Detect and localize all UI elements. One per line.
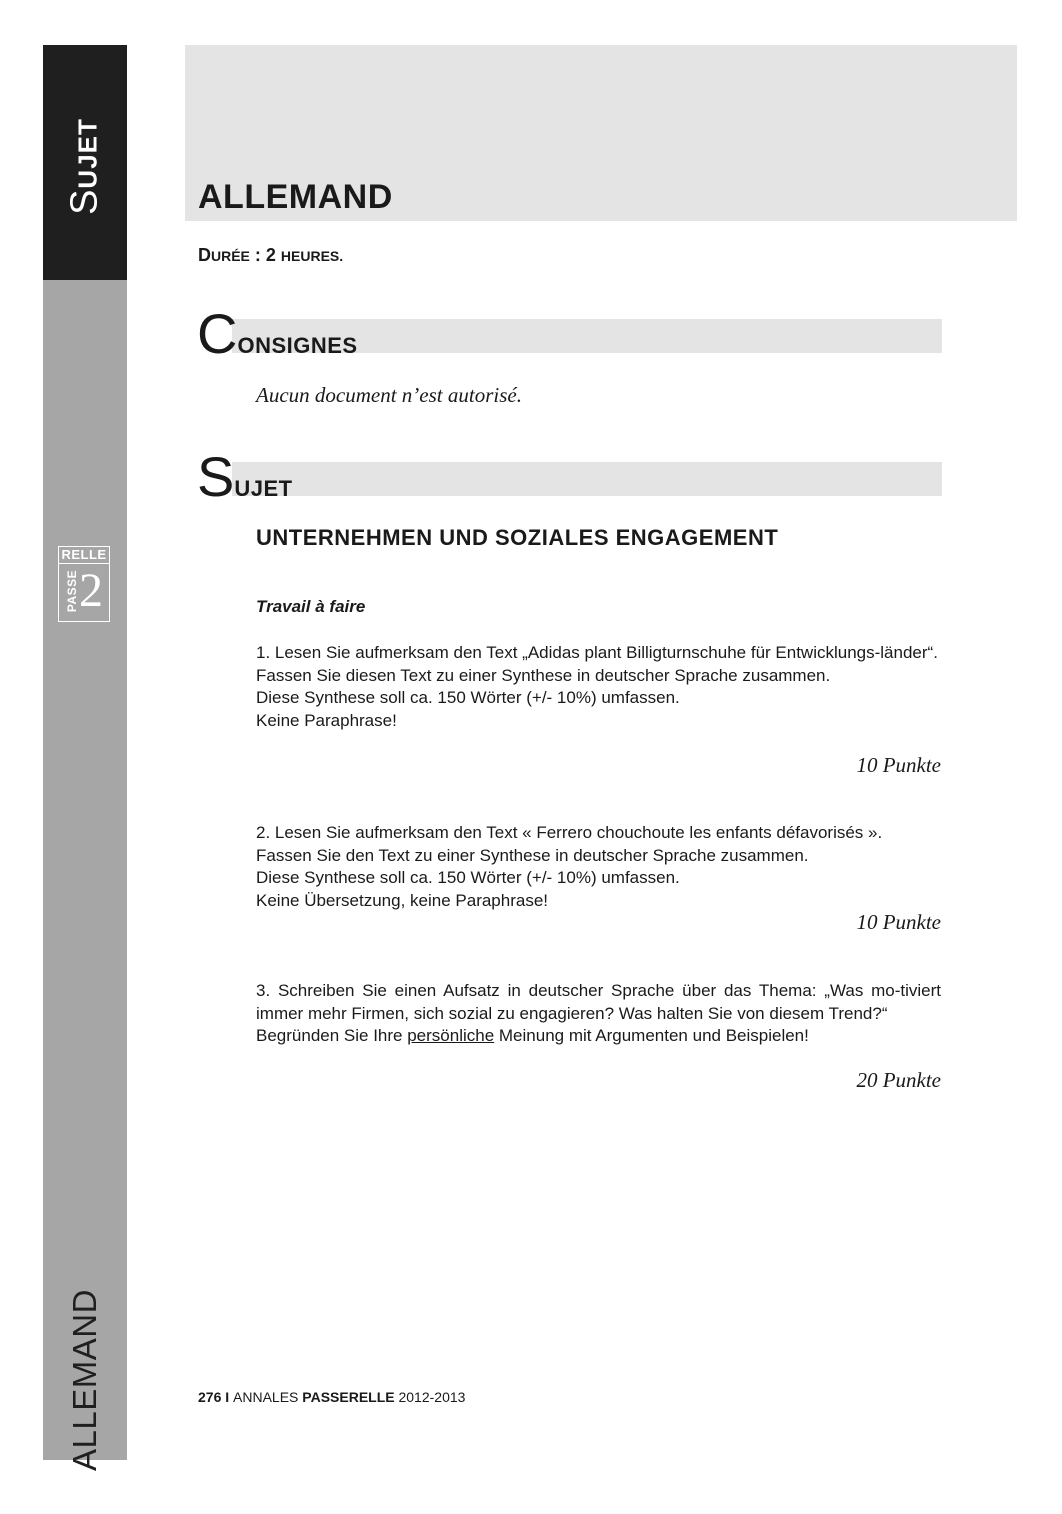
task-3 [256, 980, 941, 1048]
consigne-text: Aucun document n’est autorisé. [256, 383, 522, 407]
sujet-bar [232, 462, 942, 496]
task-1-line-2: Fassen Sie diesen Text zu einer Synthese in deutscher Sprache zusammen. [256, 665, 831, 685]
task-2-line-3: Diese Synthese soll ca. 150 Wörter (+/- 10%) umfassen. [256, 868, 680, 887]
travail-label: Travail à faire [256, 597, 366, 616]
sidebar [43, 45, 127, 1471]
task-2-points: 10 Punkte [856, 910, 941, 934]
task-3-line-1: 3. Schreiben Sie einen Aufsatz in deutscher Sprache über das Thema: „Was mo-tiviert immer mehr Firmen, sich sozial zu engagieren? Was halten Sie von diesem Trend?“ [256, 981, 941, 1023]
logo-side-text: PASSE [65, 569, 80, 613]
task-1-line-1: 1. Lesen Sie aufmerksam den Text „Adidas plant Billigturnschuhe für Entwicklungs-länder“. [256, 643, 938, 662]
task-2-line-2: Fassen Sie den Text zu einer Synthese in deutscher Sprache zusammen. [256, 845, 809, 865]
task-1-line-3: Diese Synthese soll ca. 150 Wörter (+/- 10%) umfassen. [256, 688, 680, 707]
underlined-word: persönliche [407, 1026, 495, 1045]
task-3-points: 20 Punkte [856, 1068, 941, 1092]
task-1-line-4: Keine Paraphrase! [256, 710, 397, 730]
task-1-points: 10 Punkte [856, 753, 941, 777]
sidebar-top-block [43, 45, 127, 280]
logo-top-text: RELLE [59, 547, 109, 564]
page-title: ALLEMAND [198, 178, 393, 216]
page-number: 276 [198, 1389, 222, 1405]
task-2-line-4: Keine Übersetzung, keine Paraphrase! [256, 890, 549, 910]
task-1 [256, 642, 941, 732]
subject-title: UNTERNEHMEN UND SOZIALES ENGAGEMENT [256, 525, 779, 550]
passerelle-logo [58, 546, 110, 622]
page-footer: 276 I ANNALES PASSERELLE 2012-2013 [198, 1389, 466, 1405]
task-2-line-1: 2. Lesen Sie aufmerksam den Text « Ferrero chouchoute les enfants défavorisés ». [256, 823, 883, 842]
task-2 [256, 822, 941, 912]
footer-brand: PASSERELLE [302, 1389, 395, 1405]
logo-number: 2 [79, 564, 103, 617]
sujet-heading: SUJET [197, 445, 293, 508]
duration: DURÉE : 2 HEURES. [198, 245, 344, 265]
sidebar-sujet-label: SUJET [63, 118, 106, 215]
sidebar-allemand-label: ALLEMAND [66, 1289, 103, 1471]
task-3-line-2: Begründen Sie Ihre persönliche Meinung mit Argumenten und Beispielen! [256, 1026, 809, 1045]
consignes-heading: CONSIGNES [197, 302, 358, 365]
